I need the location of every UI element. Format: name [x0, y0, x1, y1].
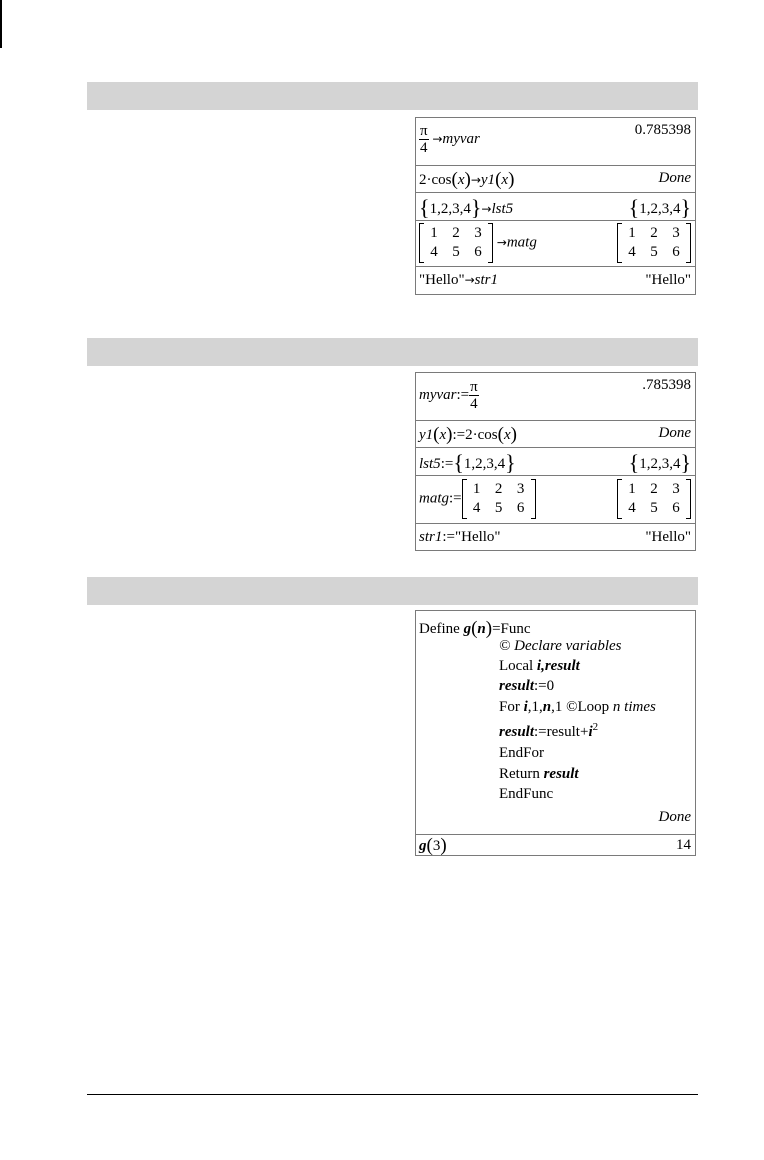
row-expression: 1 2 3 4 5 6 →matg — [419, 223, 537, 263]
endfunc-line: EndFunc — [499, 786, 554, 802]
example-row-str1 — [416, 524, 695, 551]
comment-line: © Declare variables — [499, 638, 622, 654]
section-header-bar — [87, 577, 698, 605]
endfor-line: EndFor — [499, 745, 544, 761]
row-expression: g(3) — [419, 835, 447, 856]
example-row-myvar — [416, 373, 695, 421]
example-panel-define-func — [415, 610, 696, 856]
example-row-y1 — [416, 166, 695, 193]
crop-mark — [0, 0, 2, 48]
footer-rule — [87, 1094, 698, 1095]
for-line: For i,1,n,1 ©Loop n times — [499, 699, 656, 715]
row-result: Done — [658, 425, 691, 441]
row-result: 1 2 3 4 5 6 — [617, 223, 691, 263]
row-expression: lst5:={1,2,3,4} — [419, 450, 516, 475]
return-line: Return result — [499, 766, 579, 782]
row-result: Done — [658, 809, 691, 825]
section-header-bar — [87, 338, 698, 366]
row-result: 0.785398 — [634, 122, 691, 138]
row-result: 1 2 3 4 5 6 — [617, 479, 691, 519]
example-row-lst5 — [416, 448, 695, 476]
row-expression: y1(x):=2·cos(x) — [419, 424, 517, 445]
example-row-myvar — [416, 118, 695, 166]
example-panel-store-arrow — [415, 117, 696, 295]
example-panel-assign — [415, 372, 696, 551]
row-expression: {1,2,3,4}→lst5 — [419, 195, 514, 220]
row-expression: str1:="Hello" — [419, 529, 501, 545]
row-expression: "Hello"→str1 — [419, 272, 498, 288]
row-result: {1,2,3,4} — [628, 450, 691, 475]
row-expression: matg:= 1 2 3 4 5 6 — [419, 479, 536, 519]
row-result: "Hello" — [645, 272, 691, 288]
example-row-matg — [416, 221, 695, 267]
row-expression: myvar:= $\frac{\pi}{4}$ — [419, 379, 478, 412]
assign-line: $result:=result+i^2$ — [499, 721, 599, 740]
define-line: Define g(n)=Func — [419, 618, 531, 639]
example-row-str1 — [416, 267, 695, 295]
row-result: {1,2,3,4} — [628, 195, 691, 220]
example-row-lst5 — [416, 193, 695, 221]
example-row-matg — [416, 476, 695, 524]
init-line: result:=0 — [499, 678, 555, 694]
row-result: 14 — [676, 837, 691, 853]
row-result: "Hello" — [645, 529, 691, 545]
row-result: .785398 — [642, 377, 691, 393]
example-row-define — [416, 611, 695, 835]
section-header-bar — [87, 82, 698, 110]
example-row-call — [416, 835, 695, 856]
row-expression: 2·cos(x)→y1(x) — [419, 169, 515, 190]
row-result: Done — [658, 170, 691, 186]
example-row-y1 — [416, 421, 695, 448]
row-expression: $\frac{\pi}{4}$ →myvar — [420, 123, 480, 156]
local-line: Local i,result — [499, 658, 580, 674]
